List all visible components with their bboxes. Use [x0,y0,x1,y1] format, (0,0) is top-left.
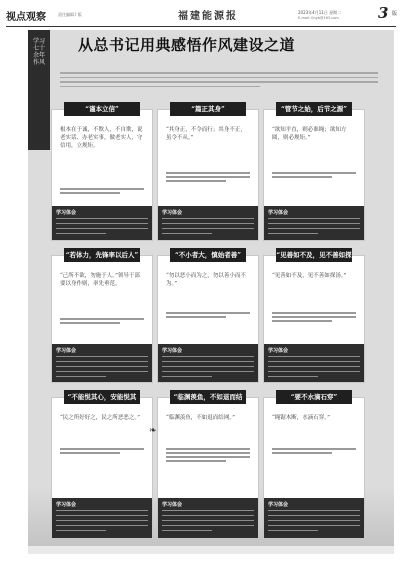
quote-card [158,105,258,240]
quote-card [158,251,258,382]
quote-card [158,393,258,538]
intro-paragraph [60,72,380,90]
page-header [6,6,396,24]
card-note-label: 学习体会 [56,210,77,216]
card-note [158,206,258,240]
card-quote: “欲知平直，则必准绳；欲知方圆，则必规矩。” [272,127,347,141]
card-quote: “民之所好好之，民之所恶恶之。” [60,415,140,421]
page-title: 从总书记用典感悟作风建设之道 [78,36,296,54]
header-rule [6,26,396,27]
card-note [52,206,152,240]
card-note [264,498,364,538]
section-name: 视点观察 [6,12,46,23]
card-quote: “绳锯木断，水滴石穿。” [272,415,330,421]
card-note [264,206,364,240]
card-note [264,344,364,382]
card-note-label: 学习体会 [162,348,183,354]
card-title: “若体力，先锋率以后人” [64,248,140,262]
editor-line: 责任编辑 Ⅰ 版 [58,12,82,17]
card-note-label: 学习体会 [268,502,289,508]
newspaper-masthead: 福建能源报 [178,11,238,22]
sidebar-label: 学习七十余年作风 [33,38,46,66]
contact-line: E-mail: fjnyb@163.com [298,16,339,20]
quote-card [52,393,152,538]
card-title: “篇正其身” [170,102,246,116]
card-title: “见善如不及，见不善如探汤” [276,248,352,262]
card-title: “临渊羡鱼，不如退而结网” [170,390,246,404]
quote-card [264,251,364,382]
page-label: 版 [392,11,398,17]
card-title: “管节之始，后节之源” [276,102,352,116]
card-title: “谨本立信” [64,102,140,116]
card-note-label: 学习体会 [56,348,77,354]
quote-card [264,105,364,240]
card-title: “不小者大，慎始者善” [170,248,246,262]
card-title: “不能悦其心，安能悦其耳” [64,390,140,404]
card-note [52,344,152,382]
card-note [158,344,258,382]
bird-icon: ❧ [149,426,157,436]
card-quote: “临渊羡鱼，不如退而结网。” [166,415,235,421]
card-note-label: 学习体会 [162,210,183,216]
card-note-label: 学习体会 [268,348,289,354]
quote-card [52,251,152,382]
issue-date: 2023年4月11日 星期二 [298,10,342,15]
card-quote: 根本在于诚，不欺人，不自欺，说老实话、办老实事，做老实人，守信用，立规矩。 [60,127,143,149]
card-note [158,498,258,538]
footer-bar [28,546,394,554]
page-number: 3 [378,4,389,22]
quote-card [52,105,152,240]
card-note-label: 学习体会 [162,502,183,508]
card-quote: “其身正，不令而行；其身不正，虽令不从。” [166,127,246,141]
card-quote: “勿以恶小而为之，勿以善小而不为。” [166,273,246,287]
card-note-label: 学习体会 [268,210,289,216]
card-quote: “见善如不及，见不善如探汤。” [272,273,347,279]
card-quote: “己所不欲，勿施于人。”领导干部要以身作则，率先垂范。 [60,273,140,287]
card-note-label: 学习体会 [56,502,77,508]
card-note [52,498,152,538]
quote-card [264,393,364,538]
card-title: “要不水滴石穿” [276,390,352,404]
